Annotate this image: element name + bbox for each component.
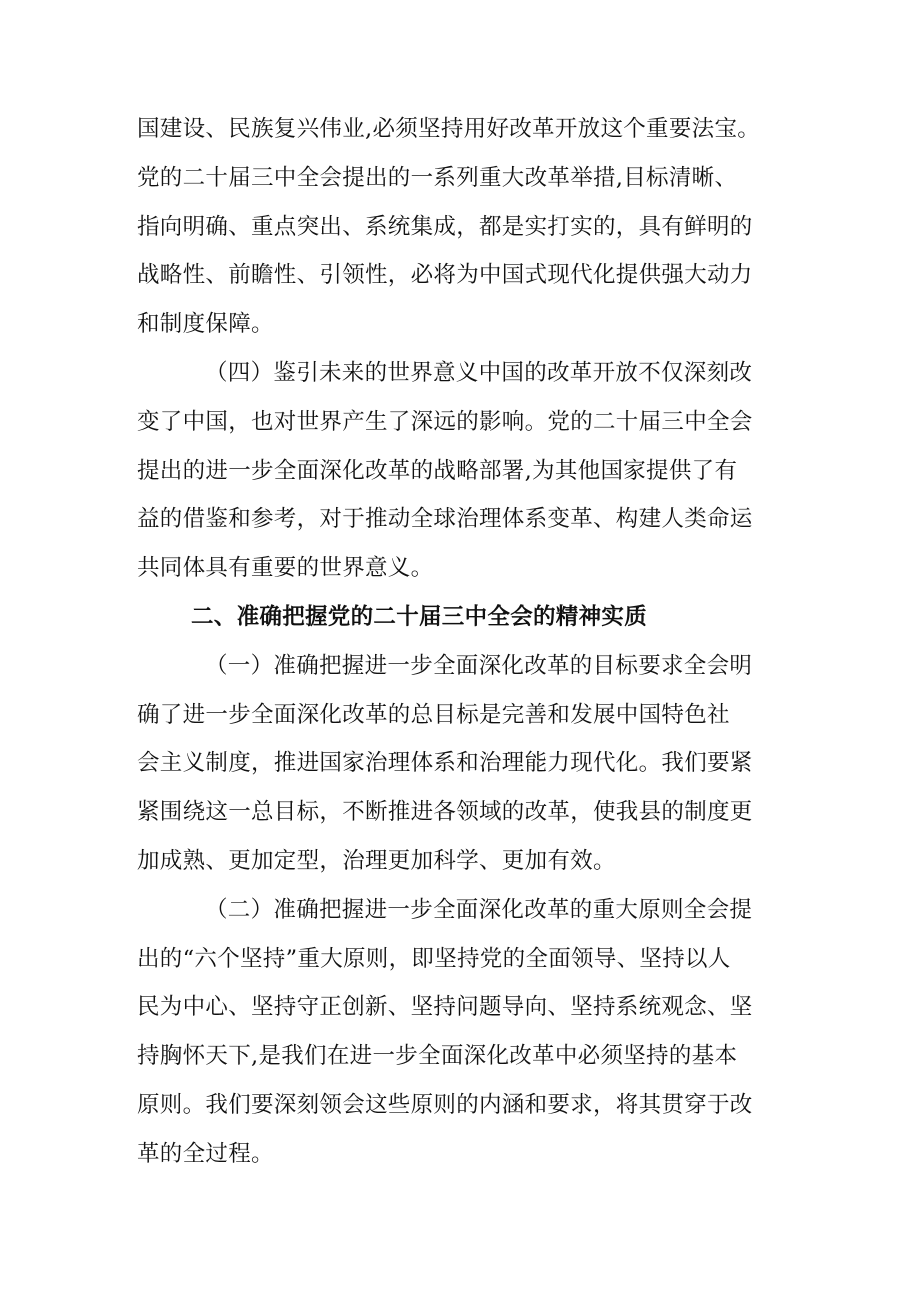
text-line: 战略性、前瞻性、引领性，必将为中国式现代化提供强大动力 xyxy=(137,262,753,289)
text-line: （一）准确把握进一步全面深化改革的目标要求全会明 xyxy=(205,652,753,679)
text-line: 和制度保障。 xyxy=(137,311,274,338)
text-line: 持胸怀天下,是我们在进一步全面深化改革中必须坚持的基本 xyxy=(137,1043,738,1070)
text-line: 出的“六个坚持”重大原则，即坚持党的全面领导、坚持以人 xyxy=(137,945,731,972)
text-line: 紧围绕这一总目标，不断推进各领域的改革，使我县的制度更 xyxy=(137,799,753,826)
text-line: 确了进一步全面深化改革的总目标是完善和发展中国特色社 xyxy=(137,701,730,728)
text-line: 指向明确、重点突出、系统集成，都是实打实的，具有鲜明的 xyxy=(137,213,753,240)
text-line: 革的全过程。 xyxy=(137,1140,274,1167)
text-line: 提出的进一步全面深化改革的战略部署,为其他国家提供了有 xyxy=(137,457,738,484)
text-line: 变了中国，也对世界产生了深远的影响。党的二十届三中全会 xyxy=(137,408,753,435)
text-line: （四）鉴引未来的世界意义中国的改革开放不仅深刻改 xyxy=(205,359,753,386)
text-line: 加成熟、更加定型，治理更加科学、更加有效。 xyxy=(137,847,616,874)
text-line: 益的借鉴和参考，对于推动全球治理体系变革、构建人类命运 xyxy=(137,506,753,533)
text-line: 民为中心、坚持守正创新、坚持问题导向、坚持系统观念、坚 xyxy=(137,994,753,1021)
text-line: 会主义制度，推进国家治理体系和治理能力现代化。我们要紧 xyxy=(137,750,753,777)
text-line: 国建设、民族复兴伟业,必须坚持用好改革开放这个重要法宝。 xyxy=(137,116,761,142)
text-line: 原则。我们要深刻领会这些原则的内涵和要求，将其贯穿于改 xyxy=(137,1091,753,1118)
text-line: （二）准确把握进一步全面深化改革的重大原则全会提 xyxy=(205,896,753,923)
text-line: 党的二十届三中全会提出的一系列重大改革举措,目标清晰、 xyxy=(137,164,738,191)
text-line: 共同体具有重要的世界意义。 xyxy=(137,555,434,582)
document-body xyxy=(137,105,797,1179)
section-heading: 二、准确把握党的二十届三中全会的精神实质 xyxy=(191,603,648,630)
